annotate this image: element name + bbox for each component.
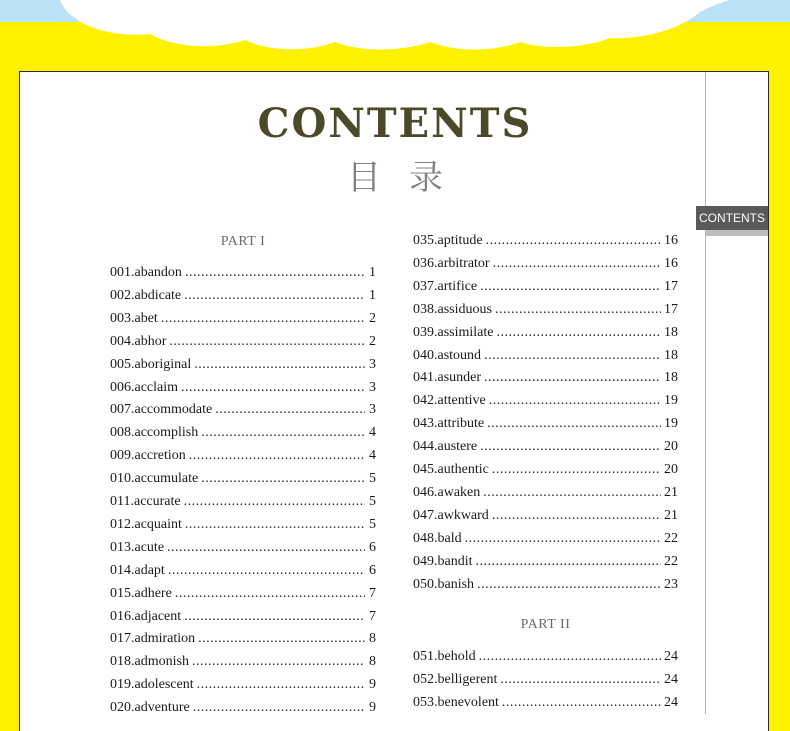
dot-leader — [189, 448, 365, 464]
toc-entry-page: 18 — [664, 370, 678, 386]
dot-leader — [484, 370, 661, 386]
toc-entry[interactable] — [110, 517, 376, 537]
toc-entry-label: 044.austere — [413, 439, 478, 455]
toc-entry-page: 2 — [369, 333, 376, 349]
dot-leader — [197, 677, 365, 693]
dot-leader — [480, 439, 661, 455]
toc-entry-page: 16 — [664, 233, 678, 248]
toc-entry[interactable] — [110, 448, 376, 468]
dot-leader — [497, 325, 662, 341]
toc-entry-page: 19 — [664, 393, 678, 409]
toc-entry-page: 24 — [664, 649, 678, 664]
toc-entry-label: 035.aptitude — [413, 233, 483, 248]
toc-entry[interactable] — [110, 609, 376, 629]
toc-entry-label: 010.accumulate — [110, 471, 199, 487]
toc-entry-page: 6 — [369, 562, 376, 578]
dot-leader — [175, 586, 365, 602]
dot-leader — [161, 311, 365, 327]
toc-entry-label: 017.admiration — [110, 631, 196, 647]
toc-entry[interactable] — [413, 672, 678, 692]
toc-entry-label: 050.banish — [413, 576, 475, 592]
toc-entry-page: 19 — [664, 416, 678, 432]
toc-entry-page: 7 — [369, 585, 376, 601]
dot-leader — [492, 508, 661, 524]
toc-entry[interactable] — [110, 631, 376, 651]
toc-entry[interactable] — [413, 462, 678, 482]
toc-entry-label: 016.adjacent — [110, 608, 182, 624]
toc-entry[interactable] — [413, 508, 678, 528]
toc-entry[interactable] — [110, 334, 376, 354]
toc-entry-page: 6 — [369, 539, 376, 555]
toc-entry-label: 007.accommodate — [110, 402, 213, 418]
toc-entry-page: 1 — [369, 287, 376, 303]
toc-entry-label: 039.assimilate — [413, 324, 494, 340]
toc-entry-page: 5 — [369, 471, 376, 487]
dot-leader — [167, 540, 365, 556]
toc-entry[interactable] — [110, 677, 376, 697]
dot-leader — [185, 265, 365, 281]
toc-entry-page: 22 — [664, 530, 678, 546]
dot-leader — [486, 233, 661, 249]
dot-leader — [500, 672, 661, 688]
toc-entry[interactable] — [413, 649, 678, 669]
toc-entry-label: 014.adapt — [110, 562, 165, 578]
toc-entry-label: 037.artifice — [413, 278, 478, 294]
toc-entry-label: 019.adolescent — [110, 677, 194, 693]
toc-entry-page: 9 — [369, 700, 376, 716]
toc-entry-label: 049.bandit — [413, 553, 473, 569]
toc-entry-page: 18 — [664, 324, 678, 340]
toc-entry-label: 053.benevolent — [413, 694, 499, 710]
toc-entry[interactable] — [413, 370, 678, 390]
toc-entry[interactable] — [110, 471, 376, 491]
toc-entry-page: 18 — [664, 347, 678, 363]
dot-leader — [495, 302, 661, 318]
dot-leader — [181, 380, 365, 396]
toc-entry[interactable] — [110, 425, 376, 445]
toc-entry[interactable] — [413, 393, 678, 413]
toc-entry-label: 004.abhor — [110, 333, 167, 349]
toc-entry-label: 041.asunder — [413, 370, 482, 386]
dot-leader — [502, 695, 661, 711]
toc-entry-page: 17 — [664, 278, 678, 294]
toc-entry[interactable] — [110, 563, 376, 583]
toc-entry-label: 020.adventure — [110, 700, 190, 716]
toc-entry-label: 011.accurate — [110, 494, 181, 509]
toc-entry-page: 17 — [664, 301, 678, 317]
dot-leader — [480, 279, 661, 295]
dot-leader — [184, 288, 365, 304]
toc-entry-page: 3 — [369, 402, 376, 418]
dot-leader — [484, 348, 661, 364]
toc-entry-label: 043.attribute — [413, 416, 485, 432]
toc-entry-page: 21 — [664, 484, 678, 500]
toc-entry-page: 5 — [369, 516, 376, 532]
toc-entry[interactable] — [413, 302, 678, 322]
dot-leader — [492, 462, 661, 478]
toc-entry[interactable] — [413, 348, 678, 368]
toc-entry-label: 052.belligerent — [413, 671, 498, 687]
dot-leader — [483, 485, 661, 501]
toc-entry-page: 2 — [369, 310, 376, 326]
toc-entry-page: 1 — [369, 265, 376, 280]
toc-entry[interactable] — [110, 402, 376, 422]
toc-entry-page: 22 — [664, 553, 678, 569]
toc-entry-page: 9 — [369, 677, 376, 693]
toc-entry-label: 051.behold — [413, 649, 476, 664]
dot-leader — [184, 609, 365, 625]
toc-entry[interactable] — [413, 256, 678, 276]
toc-entry-label: 042.attentive — [413, 393, 486, 409]
toc-entry-label: 001.abandon — [110, 265, 182, 280]
part-heading: PART I — [220, 234, 266, 249]
dot-leader — [198, 631, 365, 647]
toc-entry[interactable] — [413, 439, 678, 459]
toc-entry-label: 036.arbitrator — [413, 255, 490, 271]
toc-entry[interactable] — [413, 577, 678, 597]
toc-entry-page: 24 — [664, 694, 678, 710]
contents-side-tab[interactable]: CONTENTS — [696, 206, 768, 230]
toc-entry-label: 012.acquaint — [110, 516, 182, 532]
toc-entry-page: 4 — [369, 425, 376, 441]
dot-leader — [185, 517, 365, 533]
toc-entry-page: 8 — [369, 631, 376, 647]
toc-entry[interactable] — [413, 695, 678, 715]
dot-leader — [489, 393, 661, 409]
toc-entry[interactable] — [413, 485, 678, 505]
cloud-banner — [0, 0, 790, 60]
toc-entry-page: 5 — [369, 494, 376, 509]
toc-entry[interactable] — [413, 279, 678, 299]
toc-entry-page: 4 — [369, 448, 376, 464]
toc-entry[interactable] — [413, 325, 678, 345]
toc-entry-label: 006.acclaim — [110, 379, 179, 395]
toc-entry[interactable] — [110, 700, 376, 720]
toc-entry[interactable] — [110, 288, 376, 308]
toc-entry-page: 16 — [664, 255, 678, 271]
toc-entry-page: 8 — [369, 654, 376, 670]
dot-leader — [465, 531, 661, 547]
toc-entry[interactable] — [110, 265, 376, 285]
toc-entry-label: 013.acute — [110, 539, 165, 555]
tab-shadow — [706, 230, 768, 236]
toc-entry[interactable] — [110, 357, 376, 377]
toc-entry[interactable] — [110, 540, 376, 560]
toc-entry-label: 009.accretion — [110, 448, 186, 464]
toc-entry-label: 015.adhere — [110, 585, 172, 601]
toc-entry-label: 003.abet — [110, 310, 158, 326]
toc-entry-page: 3 — [369, 356, 376, 372]
toc-entry[interactable] — [110, 380, 376, 400]
toc-entry-label: 038.assiduous — [413, 301, 492, 317]
toc-entry[interactable] — [413, 554, 678, 574]
toc-entry[interactable] — [110, 311, 376, 331]
toc-entry-page: 24 — [664, 671, 678, 687]
dot-leader — [184, 494, 365, 510]
dot-leader — [169, 334, 365, 350]
dot-leader — [168, 563, 365, 579]
toc-entry[interactable] — [110, 494, 376, 514]
toc-entry-label: 045.authentic — [413, 462, 489, 477]
dot-leader — [476, 554, 662, 570]
dot-leader — [192, 654, 365, 670]
toc-entry-label: 047.awkward — [413, 507, 489, 523]
toc-entry[interactable] — [413, 531, 678, 551]
dot-leader — [201, 471, 365, 487]
toc-entry-page: 20 — [664, 462, 678, 477]
toc-entry-label: 048.bald — [413, 530, 462, 546]
toc-entry-page: 20 — [664, 439, 678, 455]
toc-entry-label: 002.abdicate — [110, 287, 182, 303]
dot-leader — [194, 357, 365, 373]
part-heading: PART II — [520, 617, 571, 632]
toc-entry[interactable] — [413, 416, 678, 436]
toc-entry-label: 018.admonish — [110, 654, 189, 670]
toc-entry[interactable] — [110, 586, 376, 606]
dot-leader — [487, 416, 661, 432]
page-subtitle: 目录 — [347, 158, 471, 198]
toc-entry-label: 040.astound — [413, 347, 482, 363]
dot-leader — [479, 649, 661, 665]
dot-leader — [477, 577, 661, 593]
toc-entry-label: 005.aboriginal — [110, 356, 192, 372]
toc-entry-label: 008.accomplish — [110, 425, 199, 441]
toc-entry-page: 3 — [369, 379, 376, 395]
dot-leader — [215, 402, 365, 418]
dot-leader — [493, 256, 661, 272]
dot-leader — [201, 425, 365, 441]
toc-entry-label: 046.awaken — [413, 484, 481, 500]
toc-entry-page: 21 — [664, 507, 678, 523]
page-title: CONTENTS — [257, 100, 533, 147]
toc-entry[interactable] — [413, 233, 678, 253]
toc-entry[interactable] — [110, 654, 376, 674]
toc-entry-page: 23 — [664, 576, 678, 592]
toc-entry-page: 7 — [369, 608, 376, 624]
